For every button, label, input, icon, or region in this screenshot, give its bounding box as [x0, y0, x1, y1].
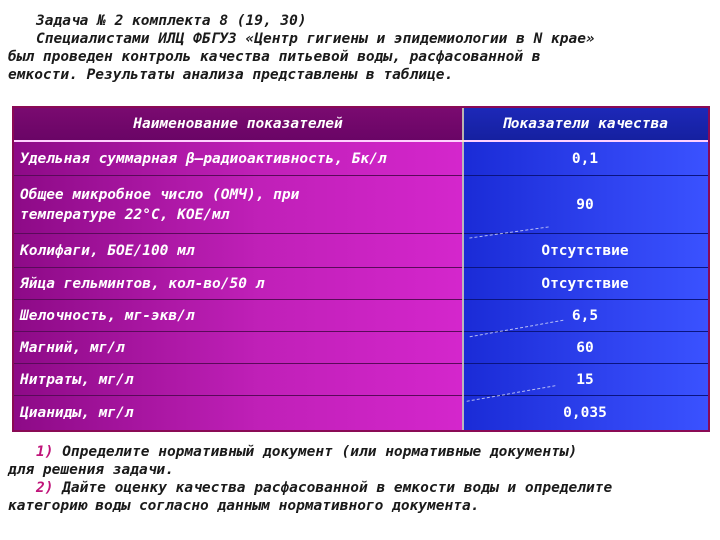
task-text-line-2: был проведен контроль качества питьевой воды, расфасованной в	[8, 49, 541, 65]
table-row	[14, 268, 708, 300]
question-1-cont: для решения задачи.	[8, 462, 174, 478]
row-value: 90	[462, 176, 708, 234]
question-1-text: Определите нормативный документ (или нормативные документы)	[53, 444, 578, 460]
question-2	[8, 479, 714, 497]
task-text-line-3: емкости. Результаты анализа представлены в таблице.	[8, 67, 454, 83]
question-2-text: Дайте оценку качества расфасованной в емкости воды и определите	[53, 480, 613, 496]
question-2-number: 2)	[36, 480, 54, 496]
row-value: Отсутствие	[462, 234, 708, 268]
question-2-cont: категорию воды согласно данным нормативного документа.	[8, 498, 480, 514]
column-divider	[462, 108, 464, 430]
row-name: Магний, мг/л	[14, 332, 462, 364]
header-name: Наименование показателей	[14, 108, 462, 142]
question-1	[8, 443, 714, 461]
task-intro	[8, 12, 714, 84]
row-value: 15	[462, 364, 708, 396]
table-row	[14, 142, 708, 176]
row-value: 6,5	[462, 300, 708, 332]
table-row	[14, 332, 708, 364]
row-name: Яйца гельминтов, кол-во/50 л	[14, 268, 462, 300]
row-value: 60	[462, 332, 708, 364]
row-value: 0,035	[462, 396, 708, 430]
row-name: Общее микробное число (ОМЧ), при температуре 22°С, КОЕ/мл	[14, 176, 462, 234]
row-name: Нитраты, мг/л	[14, 364, 462, 396]
results-table	[12, 106, 710, 432]
row-name: Колифаги, БОЕ/100 мл	[14, 234, 462, 268]
row-value: 0,1	[462, 142, 708, 176]
row-value: Отсутствие	[462, 268, 708, 300]
table-row	[14, 396, 708, 430]
question-1-number: 1)	[36, 444, 54, 460]
task-title: Задача № 2 комплекта 8 (19, 30)	[36, 13, 307, 29]
table-header-row	[14, 108, 708, 142]
task-text-line-1: Специалистами ИЛЦ ФБГУЗ «Центр гигиены и эпидемиологии в N крае»	[36, 31, 595, 47]
row-name: Цианиды, мг/л	[14, 396, 462, 430]
table-row	[14, 300, 708, 332]
row-name: Удельная суммарная β–радиоактивность, Бк/л	[14, 142, 462, 176]
header-value: Показатели качества	[462, 108, 708, 142]
table-row	[14, 364, 708, 396]
table-row	[14, 234, 708, 268]
task-questions	[8, 443, 714, 515]
table-row	[14, 176, 708, 234]
row-name: Шелочность, мг-экв/л	[14, 300, 462, 332]
